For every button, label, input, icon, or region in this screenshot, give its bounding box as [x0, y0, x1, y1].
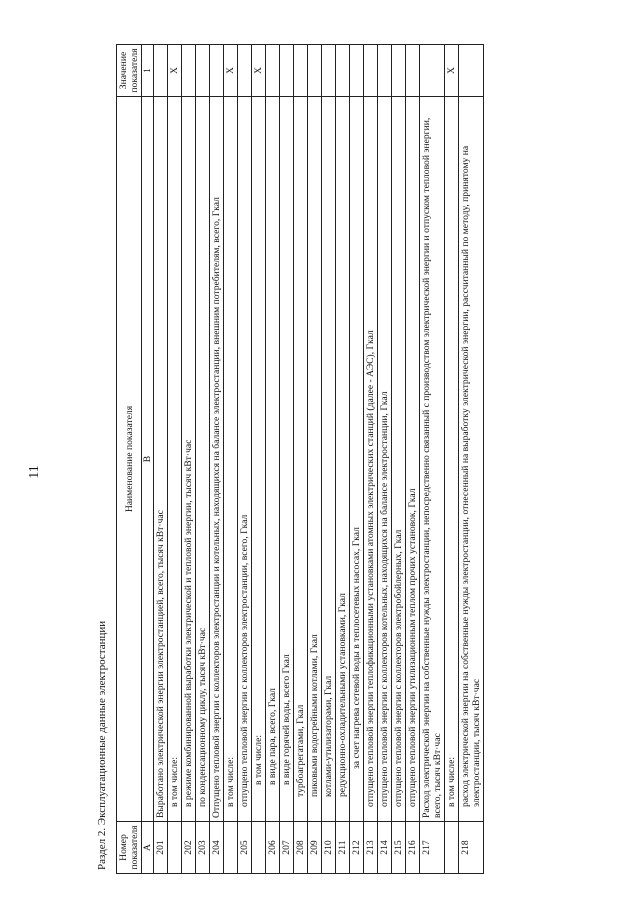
- row-value: [294, 45, 308, 97]
- table-row: [252, 45, 266, 874]
- header-value: Значение показателя: [117, 45, 142, 97]
- table-row: [364, 45, 378, 874]
- row-number: 205: [238, 822, 252, 874]
- row-value: [406, 45, 420, 97]
- row-number: 216: [406, 822, 420, 874]
- row-value: [308, 45, 322, 97]
- table-row: [196, 45, 210, 874]
- header-number: Номер показателя: [117, 822, 142, 874]
- table-row: [266, 45, 280, 874]
- table-row: [459, 45, 484, 874]
- table-row: [392, 45, 406, 874]
- row-value: Х: [445, 45, 459, 97]
- row-number: 203: [196, 822, 210, 874]
- row-value: [420, 45, 445, 97]
- row-name: отпущено тепловой энергии утилизационным теплом прочих установок, Гкал: [406, 97, 420, 822]
- row-number: 215: [392, 822, 406, 874]
- row-number: 208: [294, 822, 308, 874]
- row-name: в том числе:: [252, 97, 266, 822]
- row-number: 209: [308, 822, 322, 874]
- operational-data-table: [116, 44, 484, 874]
- row-value: [182, 45, 196, 97]
- table-row: [406, 45, 420, 874]
- row-number: 206: [266, 822, 280, 874]
- row-value: [266, 45, 280, 97]
- table-row: [378, 45, 392, 874]
- row-number: [168, 822, 182, 874]
- table-row: [210, 45, 224, 874]
- row-value: [392, 45, 406, 97]
- row-value: [280, 45, 294, 97]
- row-name: редукционно-охладительными установками, Гкал: [336, 97, 350, 822]
- row-value: Х: [252, 45, 266, 97]
- letter-number: А: [142, 822, 154, 874]
- row-name: в режиме комбинированной выработки электрической и тепловой энергии, тысяч кВт·час: [182, 97, 196, 822]
- letter-value: 1: [142, 45, 154, 97]
- header-row: [117, 45, 142, 874]
- row-number: 217: [420, 822, 445, 874]
- row-number: 214: [378, 822, 392, 874]
- table-row: [182, 45, 196, 874]
- row-number: 210: [322, 822, 336, 874]
- letter-name: В: [142, 97, 154, 822]
- row-value: [238, 45, 252, 97]
- row-number: [252, 822, 266, 874]
- row-value: Х: [224, 45, 238, 97]
- row-number: 211: [336, 822, 350, 874]
- row-name: отпущено тепловой энергии с коллекторов электростанции, всего, Гкал: [238, 97, 252, 822]
- row-number: 207: [280, 822, 294, 874]
- page-number: 11: [27, 465, 42, 479]
- row-name: по конденсационному циклу, тысяч кВт·час: [196, 97, 210, 822]
- header-name: Наименование показателя: [117, 97, 142, 822]
- row-name: в виде горячей воды, всего Гкал: [280, 97, 294, 822]
- table-row: [420, 45, 445, 874]
- row-value: [336, 45, 350, 97]
- row-name: Отпущено тепловой энергии с коллекторов электростанции и котельных, находящихся на балансе электростанции, внешним потребителям, всего, Гкал: [210, 97, 224, 822]
- row-number: 213: [364, 822, 378, 874]
- row-name: в том числе:: [168, 97, 182, 822]
- row-value: [196, 45, 210, 97]
- table-row: [322, 45, 336, 874]
- row-name: турбоагрегатами, Гкал: [294, 97, 308, 822]
- row-name: за счет нагрева сетевой воды в теплосетевых насосах, Гкал: [350, 97, 364, 822]
- row-value: [322, 45, 336, 97]
- row-name: в том числе:: [224, 97, 238, 822]
- table-row: [224, 45, 238, 874]
- table-row: [308, 45, 322, 874]
- row-name: отпущено тепловой энергии с коллекторов котельных, находящихся на балансе электростанции, Гкал: [378, 97, 392, 822]
- row-number: [224, 822, 238, 874]
- row-name: в том числе:: [445, 97, 459, 822]
- table-row: [280, 45, 294, 874]
- row-name: в виде пара, всего, Гкал: [266, 97, 280, 822]
- row-number: 204: [210, 822, 224, 874]
- row-name: отпущено тепловой энергии теплофикационными установками атомных электрических станций (далее - АЭС), Гкал: [364, 97, 378, 822]
- row-number: 218: [459, 822, 484, 874]
- row-value: [364, 45, 378, 97]
- row-number: 202: [182, 822, 196, 874]
- row-number: [445, 822, 459, 874]
- row-number: 201: [154, 822, 168, 874]
- row-value: [378, 45, 392, 97]
- row-value: Х: [168, 45, 182, 97]
- table-row: [294, 45, 308, 874]
- table-row: [445, 45, 459, 874]
- row-name: Выработано электрической энергии электростанцией, всего, тысяч кВт·час: [154, 97, 168, 822]
- row-number: 212: [350, 822, 364, 874]
- table-row: [168, 45, 182, 874]
- table-row: [350, 45, 364, 874]
- row-name: расход электрической энергии на собственные нужды электростанции, отнесенный на выработку электрической энергии, рассчитанный по методу, принятому на электростанции, тысяч кВт·час: [459, 97, 484, 822]
- row-value: [459, 45, 484, 97]
- column-letters-row: [142, 45, 154, 874]
- rotated-page: [92, 44, 582, 874]
- row-value: [154, 45, 168, 97]
- table-row: [238, 45, 252, 874]
- section-title: Раздел 2. Эксплуатационные данные электростанции: [96, 620, 108, 870]
- row-value: [210, 45, 224, 97]
- row-value: [350, 45, 364, 97]
- row-name: отпущено тепловой энергии с коллекторов электробойлерных, Гкал: [392, 97, 406, 822]
- row-name: пиковыми водогрейными котлами, Гкал: [308, 97, 322, 822]
- row-name: котлами-утилизаторами, Гкал: [322, 97, 336, 822]
- table-row: [154, 45, 168, 874]
- row-name: Расход электрической энергии на собственные нужды электростанции, непосредственно связанный с производством электрической энергии и отпуском тепловой энергии, всего, тысяч кВт·час: [420, 97, 445, 822]
- table-row: [336, 45, 350, 874]
